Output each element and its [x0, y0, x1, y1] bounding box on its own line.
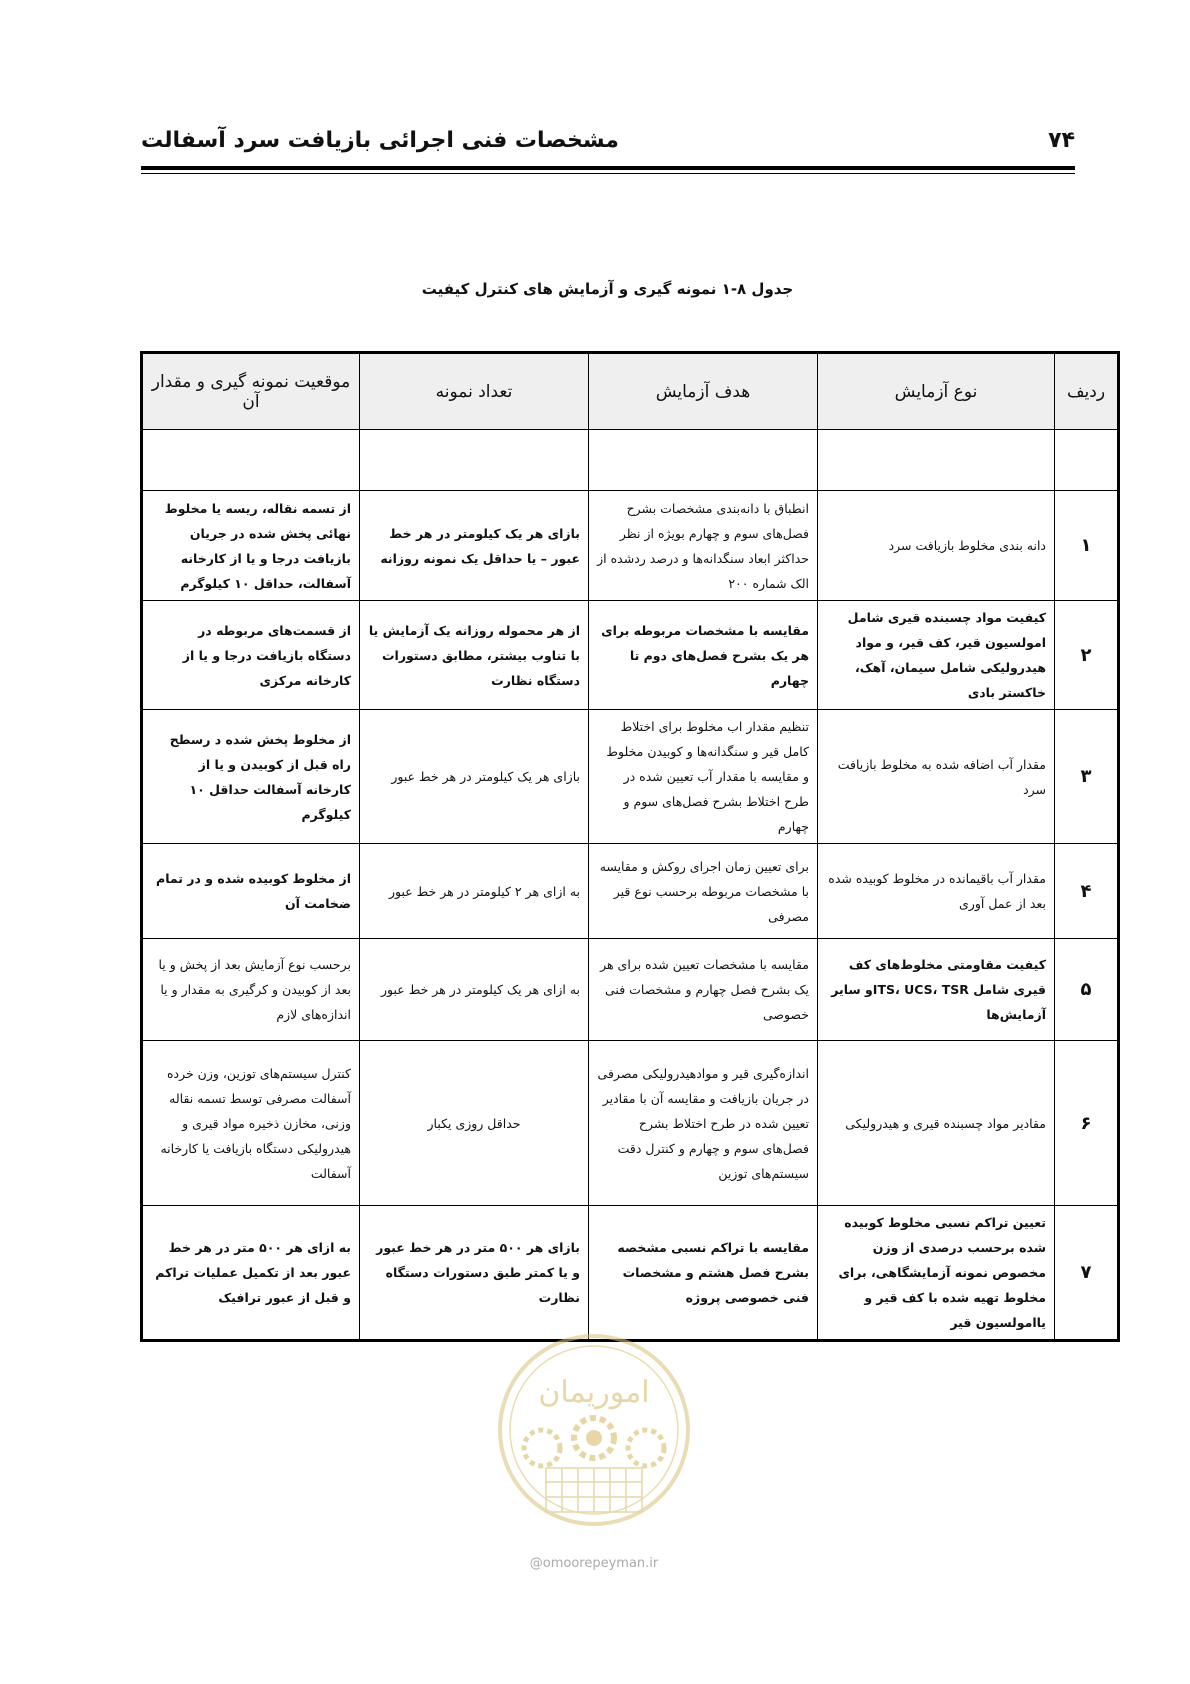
sampling-location-cell: از مخلوط پخش شده د رسطح راه قبل از کوبیدن و یا از کارخانه آسفالت حداقل ۱۰ کیلوگرم — [142, 710, 360, 844]
test-goal-cell: انطباق با دانه‌بندی مشخصات بشرح فصل‌های سوم و چهارم بویژه از نظر حداکثر ابعاد سنگدانه‌ها و درصد ردشده از الک شماره ۲۰۰ — [589, 491, 818, 601]
row-number: ۱ — [1055, 491, 1119, 601]
row-number: ۶ — [1055, 1041, 1119, 1206]
sample-count-cell: بازای هر ۵۰۰ متر در هر خط عبور و یا کمتر طبق دستورات دستگاه نظارت — [360, 1206, 589, 1341]
sampling-location-cell: از قسمت‌های مربوطه در دستگاه بازیافت درجا و یا از کارخانه مرکزی — [142, 601, 360, 710]
row-number: ۲ — [1055, 601, 1119, 710]
table-row — [142, 844, 1119, 939]
quality-control-table — [140, 351, 1120, 1342]
sampling-location-cell: برحسب نوع آزمایش بعد از پخش و یا بعد از کوبیدن و کرگیری به مقدار و یا اندازه‌های لازم — [142, 939, 360, 1041]
sampling-location-cell: از تسمه نقاله، ریسه یا مخلوط نهائی پخش شده در جریان بازیافت درجا و یا از کارخانه آسفالت، حداقل ۱۰ کیلوگرم — [142, 491, 360, 601]
sampling-location-cell: از مخلوط کوبیده شده و در تمام ضخامت آن — [142, 844, 360, 939]
test-goal-cell: مقایسه با تراکم نسبی مشخصه بشرح فصل هشتم و مشخصات فنی خصوصی پروژه — [589, 1206, 818, 1341]
row-number: ۳ — [1055, 710, 1119, 844]
test-goal-cell: مقایسه با مشخصات مربوطه برای هر یک بشرح فصل‌های دوم تا چهارم — [589, 601, 818, 710]
header-test-goal: هدف آزمایش — [589, 353, 818, 430]
logo-calligraphy-icon: اموریمان — [538, 1375, 650, 1410]
test-type-cell: دانه بندی مخلوط بازیافت سرد — [818, 491, 1055, 601]
test-type-cell: تعیین تراکم نسبی مخلوط کوبیده شده برحسب درصدی از وزن مخصوص نمونه آزمایشگاهی، برای مخلوط تهیه شده با کف قیر و یاامولسیون قیر — [818, 1206, 1055, 1341]
sample-count-cell: به ازای هر ۲ کیلومتر در هر خط عبور — [360, 844, 589, 939]
test-type-cell: کیفیت مقاومتی مخلوط‌های کف قیری شامل ITS، UCS، TSRو سایر آزمایش‌ها — [818, 939, 1055, 1041]
table-header-row — [142, 353, 1119, 430]
header-test-type: نوع آزمایش — [818, 353, 1055, 430]
test-type-cell: مقادیر مواد چسبنده قیری و هیدرولیکی — [818, 1041, 1055, 1206]
table-caption: جدول ۸-۱ نمونه گیری و آزمایش های کنترل کیفیت — [421, 280, 794, 298]
sample-count-cell: از هر محموله روزانه یک آزمایش یا با تناوب بیشتر، مطابق دستورات دستگاه نظارت — [360, 601, 589, 710]
row-number: ۵ — [1055, 939, 1119, 1041]
sampling-location-cell: به ازای هر ۵۰۰ متر در هر خط عبور بعد از تکمیل عملیات تراکم و قبل از عبور ترافیک — [142, 1206, 360, 1341]
test-type-cell: کیفیت مواد چسبنده قیری شامل امولسیون قیر، کف قیر، و مواد هیدرولیکی شامل سیمان، آهک، خاکستر بادی — [818, 601, 1055, 710]
row-number: ۴ — [1055, 844, 1119, 939]
table-row — [142, 601, 1119, 710]
header-rule-thin — [141, 173, 1075, 174]
header-rule-thick — [141, 166, 1075, 170]
test-type-cell: مقدار آب باقیمانده در مخلوط کوبیده شده بعد از عمل آوری — [818, 844, 1055, 939]
row-number: ۷ — [1055, 1206, 1119, 1341]
sample-count-cell: بازای هر یک کیلومتر در هر خط عبور — [360, 710, 589, 844]
test-goal-cell: برای تعیین زمان اجرای روکش و مقایسه با مشخصات مربوطه برحسب نوع قیر مصرفی — [589, 844, 818, 939]
page-number: ۷۴ — [1048, 128, 1075, 153]
sample-count-cell: حداقل روزی یکبار — [360, 1041, 589, 1206]
table-row — [142, 1206, 1119, 1341]
table-row — [142, 939, 1119, 1041]
spacer-row — [142, 430, 1119, 491]
page-header — [141, 128, 1075, 168]
sample-count-cell: بازای هر یک کیلومتر در هر خط عبور – یا حداقل یک نمونه روزانه — [360, 491, 589, 601]
header-sampling-location: موقعیت نمونه گیری و مقدار آن — [142, 353, 360, 430]
sample-count-cell: به ازای هر یک کیلومتر در هر خط عبور — [360, 939, 589, 1041]
document-title: مشخصات فنی اجرائی بازیافت سرد آسفالت — [141, 128, 619, 153]
table-row — [142, 1041, 1119, 1206]
test-type-cell: مقدار آب اضافه شده به مخلوط بازیافت سرد — [818, 710, 1055, 844]
test-goal-cell: تنظیم مقدار اب مخلوط برای اختلاط کامل قیر و سنگدانه‌ها و کوبیدن مخلوط و مقایسه با مقدار آب تعیین شده در طرح اختلاط بشرح فصل‌های سوم و چهارم — [589, 710, 818, 844]
test-goal-cell: مقایسه با مشخصات تعیین شده برای هر یک بشرح فصل چهارم و مشخصات فنی خصوصی — [589, 939, 818, 1041]
table-row — [142, 491, 1119, 601]
table-row — [142, 710, 1119, 844]
header-row-number: ردیف — [1055, 353, 1119, 430]
watermark-url: @omoorepeyman.ir — [529, 1556, 659, 1571]
test-goal-cell: اندازه‌گیری قیر و موادهیدرولیکی مصرفی در جریان بازیافت و مقایسه آن با مقادیر تعیین شده در طرح اختلاط بشرح فصل‌های سوم و چهارم و کنترل دقت سیستم‌های توزین — [589, 1041, 818, 1206]
sampling-location-cell: کنترل سیستم‌های توزین، وزن خرده آسفالت مصرفی توسط تسمه نقاله وزنی، مخازن ذخیره مواد قیری و هیدرولیکی دستگاه بازیافت یا کارخانه آسفالت — [142, 1041, 360, 1206]
omoor-peyman-logo — [494, 1330, 694, 1530]
header-sample-count: تعداد نمونه — [360, 353, 589, 430]
